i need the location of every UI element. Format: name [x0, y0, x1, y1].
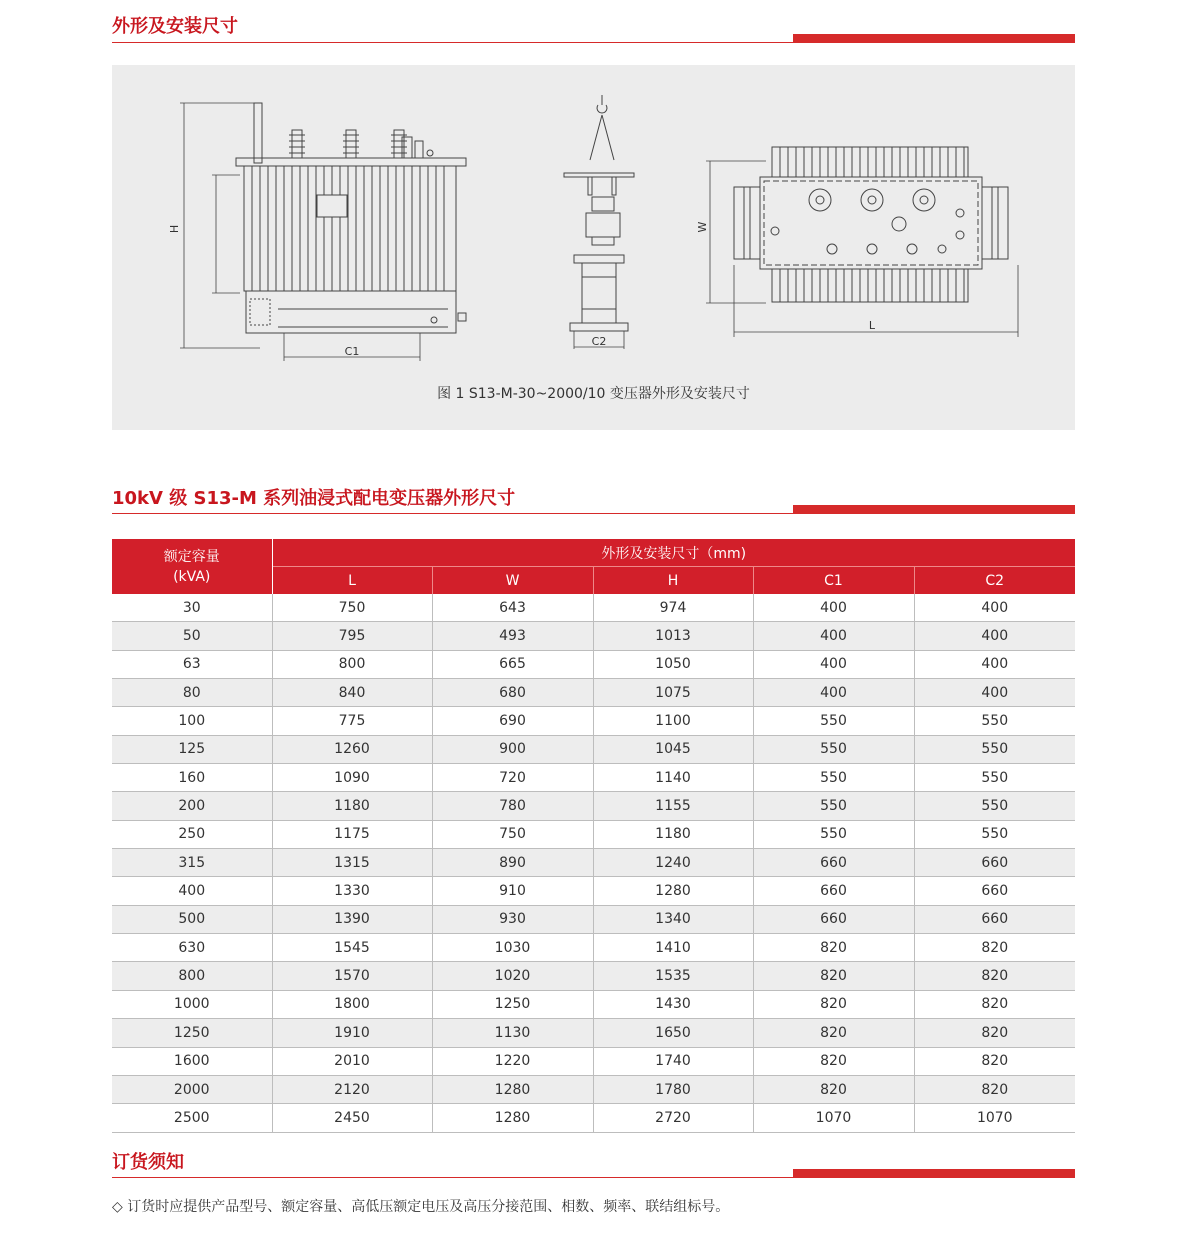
table-cell: 1315 [272, 849, 432, 877]
section-divider-accent [793, 505, 1075, 513]
table-row [112, 1075, 1075, 1103]
table-row [112, 934, 1075, 962]
header-col-c2: C2 [914, 567, 1075, 595]
table-cell: 930 [432, 905, 593, 933]
table-cell: 1650 [593, 1019, 753, 1047]
side-view [564, 95, 634, 349]
table-cell: 400 [914, 622, 1075, 650]
transformer-drawing [112, 65, 1075, 365]
table-cell: 2000 [112, 1075, 272, 1103]
table-cell: 1800 [272, 990, 432, 1018]
table-cell: 50 [112, 622, 272, 650]
table-cell: 1020 [432, 962, 593, 990]
table-cell: 1175 [272, 820, 432, 848]
table-cell: 1780 [593, 1075, 753, 1103]
table-row [112, 990, 1075, 1018]
table-cell: 800 [112, 962, 272, 990]
table-cell: 820 [753, 1075, 914, 1103]
table-cell: 820 [753, 990, 914, 1018]
table-row [112, 792, 1075, 820]
table-cell: 660 [753, 849, 914, 877]
table-row [112, 1047, 1075, 1075]
section-divider [112, 513, 1075, 514]
table-cell: 493 [432, 622, 593, 650]
table-cell: 1910 [272, 1019, 432, 1047]
table-cell: 400 [914, 679, 1075, 707]
header-col-c1: C1 [753, 567, 914, 595]
table-cell: 400 [914, 594, 1075, 622]
table-cell: 400 [753, 650, 914, 678]
table-cell: 1180 [593, 820, 753, 848]
table-row [112, 679, 1075, 707]
header-col-w: W [432, 567, 593, 595]
table-cell: 550 [914, 820, 1075, 848]
table-cell: 660 [914, 849, 1075, 877]
table-cell: 400 [753, 594, 914, 622]
table-cell: 775 [272, 707, 432, 735]
table-cell: 1600 [112, 1047, 272, 1075]
table-cell: 550 [914, 792, 1075, 820]
table-cell: 2500 [112, 1104, 272, 1132]
table-cell: 1130 [432, 1019, 593, 1047]
table-cell: 550 [753, 735, 914, 763]
table-row [112, 849, 1075, 877]
table-cell: 780 [432, 792, 593, 820]
table-cell: 665 [432, 650, 593, 678]
table-cell: 1240 [593, 849, 753, 877]
table-cell: 1045 [593, 735, 753, 763]
table-cell: 315 [112, 849, 272, 877]
table-cell: 795 [272, 622, 432, 650]
table-cell: 1260 [272, 735, 432, 763]
header-col-h: H [593, 567, 753, 595]
table-cell: 1000 [112, 990, 272, 1018]
table-cell: 800 [272, 650, 432, 678]
header-group: 外形及安装尺寸（mm) [272, 539, 1075, 567]
table-cell: 550 [914, 707, 1075, 735]
table-cell: 550 [914, 735, 1075, 763]
table-cell: 820 [914, 1075, 1075, 1103]
table-cell: 1220 [432, 1047, 593, 1075]
table-cell: 550 [753, 764, 914, 792]
dim-label-h: H [168, 224, 181, 234]
table-cell: 1075 [593, 679, 753, 707]
dim-label-w: W [696, 221, 709, 233]
table-cell: 1535 [593, 962, 753, 990]
section-title-ordering: 订货须知 [112, 1152, 184, 1173]
table-cell: 750 [272, 594, 432, 622]
table-row [112, 877, 1075, 905]
table-cell: 160 [112, 764, 272, 792]
top-view [706, 147, 1018, 337]
table-cell: 1280 [593, 877, 753, 905]
section-divider [112, 42, 1075, 43]
table-cell: 2450 [272, 1104, 432, 1132]
table-cell: 820 [753, 1019, 914, 1047]
table-row [112, 650, 1075, 678]
table-cell: 690 [432, 707, 593, 735]
table-cell: 820 [914, 934, 1075, 962]
table-cell: 1740 [593, 1047, 753, 1075]
section-divider-accent [793, 34, 1075, 42]
table-cell: 660 [914, 905, 1075, 933]
section-title-table: 10kV 级 S13-M 系列油浸式配电变压器外形尺寸 [112, 488, 516, 509]
table-row [112, 1104, 1075, 1132]
table-body [112, 594, 1075, 1132]
table-row [112, 594, 1075, 622]
table-cell: 125 [112, 735, 272, 763]
table-cell: 30 [112, 594, 272, 622]
table-cell: 890 [432, 849, 593, 877]
table-cell: 100 [112, 707, 272, 735]
table-cell: 550 [914, 764, 1075, 792]
section-title-dimensions: 外形及安装尺寸 [112, 16, 238, 37]
table-row [112, 622, 1075, 650]
drawing-panel [112, 65, 1075, 430]
table-cell: 63 [112, 650, 272, 678]
table-cell: 500 [112, 905, 272, 933]
dim-label-c1: C1 [344, 345, 360, 358]
front-view [180, 103, 466, 361]
table-row [112, 735, 1075, 763]
table-row [112, 905, 1075, 933]
section-divider [112, 1177, 1075, 1178]
table-cell: 910 [432, 877, 593, 905]
table-row [112, 820, 1075, 848]
table-cell: 820 [753, 934, 914, 962]
table-row [112, 764, 1075, 792]
table-cell: 1030 [432, 934, 593, 962]
table-cell: 660 [753, 877, 914, 905]
table-cell: 1180 [272, 792, 432, 820]
table-row [112, 962, 1075, 990]
header-capacity-label: 额定容量 [163, 548, 220, 565]
table-cell: 840 [272, 679, 432, 707]
dim-label-c2: C2 [591, 335, 607, 348]
table-cell: 750 [432, 820, 593, 848]
table-cell: 1013 [593, 622, 753, 650]
dimension-table [112, 539, 1075, 1133]
table-cell: 200 [112, 792, 272, 820]
table-cell: 820 [914, 990, 1075, 1018]
table-cell: 900 [432, 735, 593, 763]
table-cell: 820 [914, 962, 1075, 990]
table-cell: 550 [753, 707, 914, 735]
ordering-note: ◇ 订货时应提供产品型号、额定容量、高低压额定电压及高压分接范围、相数、频率、联结组标号。 [112, 1199, 730, 1215]
figure-caption: 图 1 S13-M-30~2000/10 变压器外形及安装尺寸 [437, 386, 750, 402]
table-cell: 630 [112, 934, 272, 962]
table-cell: 1390 [272, 905, 432, 933]
table-cell: 400 [914, 650, 1075, 678]
header-capacity-unit: (kVA) [173, 568, 211, 585]
section-divider-accent [793, 1169, 1075, 1177]
table-cell: 720 [432, 764, 593, 792]
table-cell: 1410 [593, 934, 753, 962]
table-cell: 1070 [753, 1104, 914, 1132]
table-cell: 820 [914, 1047, 1075, 1075]
header-capacity [112, 539, 272, 594]
table-cell: 80 [112, 679, 272, 707]
table-cell: 250 [112, 820, 272, 848]
table-cell: 1070 [914, 1104, 1075, 1132]
table-cell: 1090 [272, 764, 432, 792]
table-cell: 1140 [593, 764, 753, 792]
table-cell: 1280 [432, 1104, 593, 1132]
table-cell: 660 [753, 905, 914, 933]
table-cell: 660 [914, 877, 1075, 905]
table-cell: 820 [753, 1047, 914, 1075]
table-row [112, 1019, 1075, 1047]
table-cell: 1330 [272, 877, 432, 905]
table-cell: 550 [753, 820, 914, 848]
table-cell: 550 [753, 792, 914, 820]
dim-label-l: L [868, 319, 876, 332]
header-col-l: L [272, 567, 432, 595]
table-row [112, 707, 1075, 735]
table-cell: 400 [112, 877, 272, 905]
table-cell: 400 [753, 679, 914, 707]
table-cell: 2010 [272, 1047, 432, 1075]
table-cell: 2720 [593, 1104, 753, 1132]
table-cell: 2120 [272, 1075, 432, 1103]
table-cell: 820 [914, 1019, 1075, 1047]
table-cell: 680 [432, 679, 593, 707]
table-cell: 1250 [432, 990, 593, 1018]
table-cell: 1100 [593, 707, 753, 735]
table-cell: 1155 [593, 792, 753, 820]
table-cell: 1430 [593, 990, 753, 1018]
table-cell: 1545 [272, 934, 432, 962]
table-cell: 1340 [593, 905, 753, 933]
table-cell: 1280 [432, 1075, 593, 1103]
table-cell: 820 [753, 962, 914, 990]
table-cell: 1250 [112, 1019, 272, 1047]
table-cell: 1050 [593, 650, 753, 678]
table-cell: 400 [753, 622, 914, 650]
table-cell: 643 [432, 594, 593, 622]
table-cell: 1570 [272, 962, 432, 990]
table-cell: 974 [593, 594, 753, 622]
